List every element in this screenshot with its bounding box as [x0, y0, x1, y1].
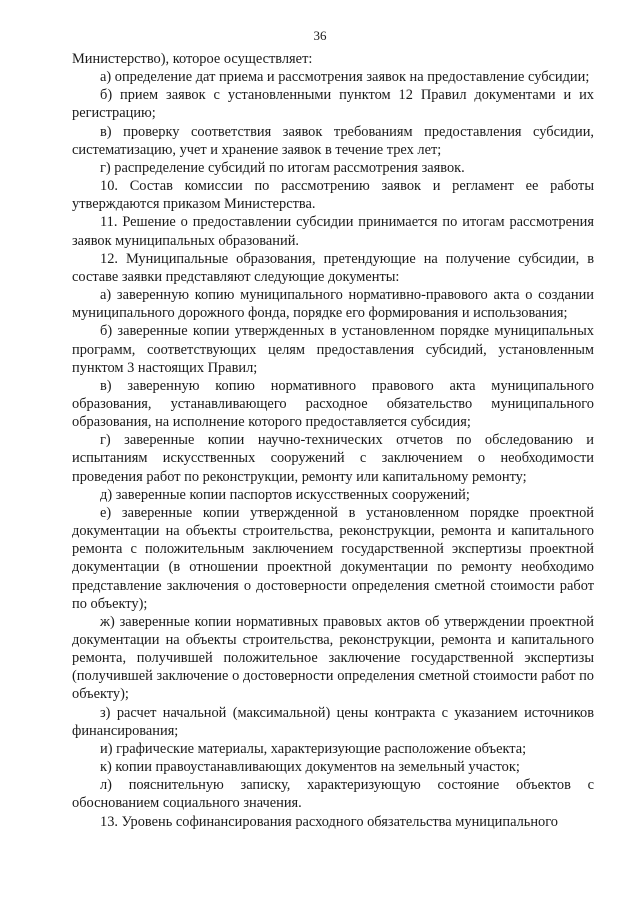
paragraph: б) заверенные копии утвержденных в установленном порядке муниципальных программ, соответствующих целям предоставления субсидий, установленным пунктом 3 настоящих Правил;: [72, 323, 594, 376]
paragraph: а) заверенную копию муниципального нормативно-правового акта о создании муниципального дорожного фонда, порядке его формирования и использования;: [72, 287, 594, 322]
paragraph: з) расчет начальной (максимальной) цены контракта с указанием источников финансирования;: [72, 704, 594, 739]
document-body: [72, 50, 594, 831]
paragraph: и) графические материалы, характеризующие расположение объекта;: [100, 740, 527, 757]
paragraph: Министерство), которое осуществляет:: [72, 51, 313, 67]
paragraph: л) пояснительную записку, характеризующую состояние объектов с обоснованием социального значения.: [72, 777, 594, 812]
paragraph: 13. Уровень софинансирования расходного обязательства муниципального: [100, 813, 558, 830]
paragraph: е) заверенные копии утвержденной в установленном порядке проектной документации на объекты строительства, реконструкции, ремонта и капитального ремонта с положительным заключением государственной экспертизы проектной документации (в отношении проектной документации по ремонту необходимо представление заключения о достоверности определения сметной стоимости работ по объекту);: [72, 504, 594, 612]
paragraph: 11. Решение о предоставлении субсидии принимается по итогам рассмотрения заявок муниципальных образований.: [72, 214, 594, 249]
paragraph: в) проверку соответствия заявок требованиям предоставления субсидии, систематизацию, учет и хранение заявок в течение трех лет;: [72, 123, 594, 158]
paragraph: ж) заверенные копии нормативных правовых актов об утверждении проектной документации на объекты строительства, реконструкции, ремонта и капитального ремонта, получившей положительное заключение государственной экспертизы (получившей заключение о достоверности определения сметной стоимости работ по объекту);: [72, 613, 594, 703]
paragraph: г) распределение субсидий по итогам рассмотрения заявок.: [100, 159, 465, 176]
page-number: 36: [313, 28, 327, 43]
paragraph: г) заверенные копии научно-технических отчетов по обследованию и испытаниям искусственных сооружений с заключением о необходимости проведения работ по реконструкции, ремонту или капитальному ремонту;: [72, 432, 594, 485]
paragraph: 10. Состав комиссии по рассмотрению заявок и регламент ее работы утверждаются приказом Министерства.: [72, 178, 594, 213]
paragraph: в) заверенную копию нормативного правового акта муниципального образования, устанавливающего расходное обязательство муниципального образования, на исполнение которого предоставляется субсидия;: [72, 377, 594, 431]
paragraph: а) определение дат приема и рассмотрения заявок на предоставление субсидии;: [100, 69, 590, 86]
paragraph: к) копии правоустанавливающих документов на земельный участок;: [100, 759, 520, 776]
paragraph: б) прием заявок с установленными пунктом 12 Правил документами и их регистрацию;: [72, 87, 594, 122]
paragraph: 12. Муниципальные образования, претендующие на получение субсидии, в составе заявки представляют следующие документы:: [72, 250, 594, 285]
paragraph: д) заверенные копии паспортов искусственных сооружений;: [100, 486, 470, 503]
